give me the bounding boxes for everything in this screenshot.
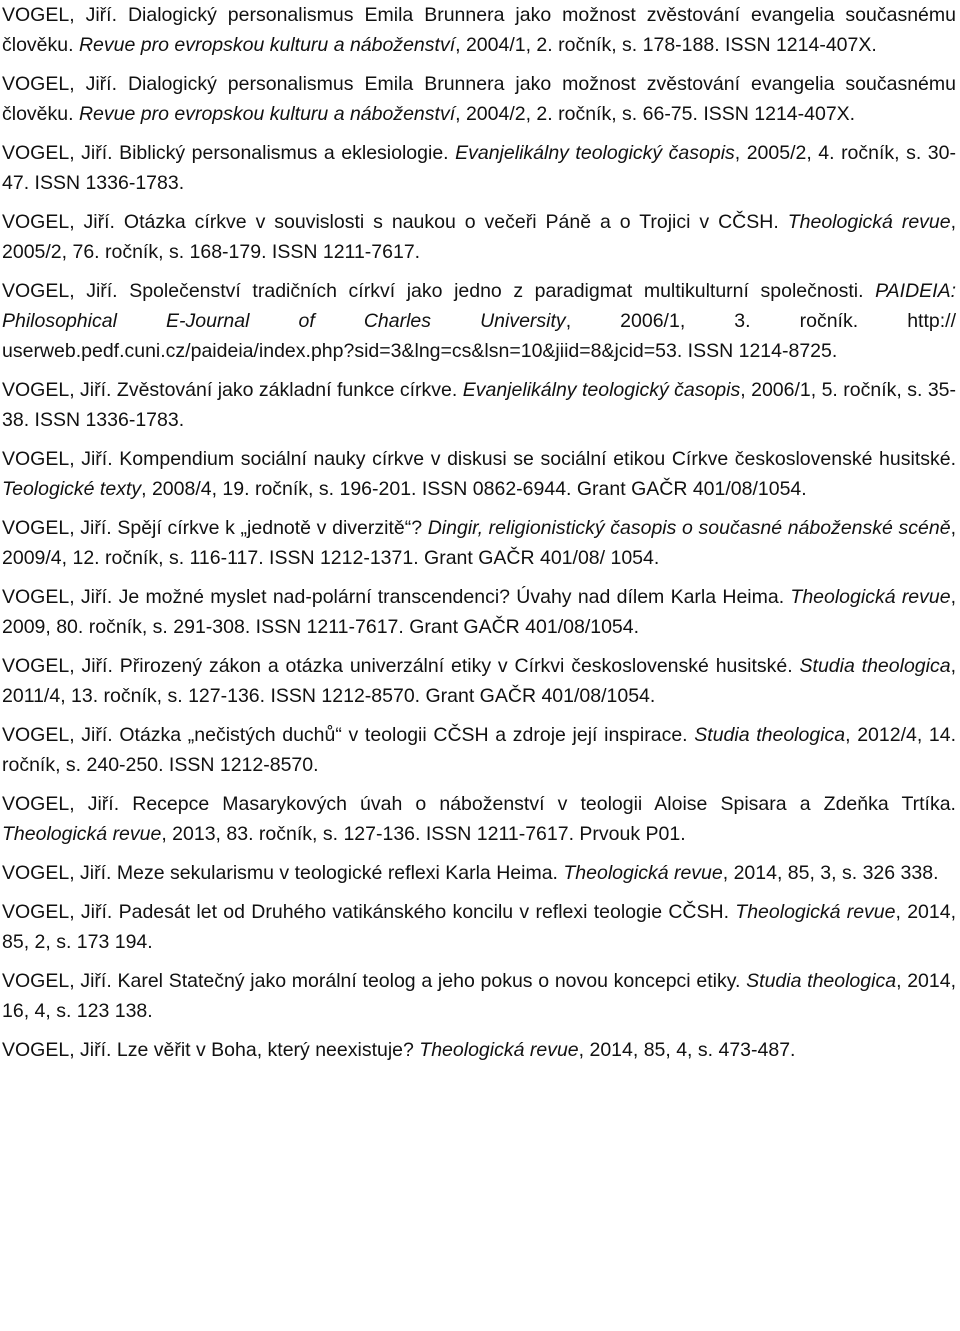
entry-source: Evanjelikálny teologický časopis	[455, 142, 735, 164]
entry-details: , 2014, 85, 2, s. 173 194.	[2, 901, 956, 953]
entry-author: VOGEL, Jiří.	[2, 901, 113, 923]
entry-author: VOGEL, Jiří.	[2, 379, 112, 401]
entry-source: Theologická revue	[790, 586, 951, 608]
entry-author: VOGEL, Jiří.	[2, 211, 115, 233]
entry-title: Zvěstování jako základní funkce církve.	[116, 379, 458, 401]
entry-author: VOGEL, Jiří.	[2, 517, 112, 539]
entry-author: VOGEL, Jiří.	[2, 793, 120, 815]
bibliography-entry	[2, 897, 956, 957]
bibliography-entry	[2, 69, 956, 129]
bibliography-entry	[2, 444, 956, 504]
entry-details: , 2011/4, 13. ročník, s. 127-136. ISSN 1212-8570. Grant GAČR 401/08/1054.	[2, 655, 956, 707]
entry-source: PAIDEIA: Philosophical E-Journal of Charles University	[2, 280, 957, 332]
entry-title: Spějí církve k „jednotě v diverzitě“?	[117, 517, 423, 539]
entry-source: Studia theologica	[694, 724, 846, 746]
bibliography-entry	[2, 207, 956, 267]
entry-author: VOGEL, Jiří.	[2, 655, 113, 677]
entry-title: Kompendium sociální nauky církve v diskusi se sociální etikou Církve československé husitské.	[119, 448, 956, 470]
bibliography-entry	[2, 375, 956, 435]
entry-details: , 2006/1, 3. ročník. http:// userweb.pedf.cuni.cz/paideia/index.php?sid=3&lng=cs&lsn=10&jiid=8&jcid=53. ISSN 1214-8725.	[2, 310, 956, 362]
entry-author: VOGEL, Jiří.	[2, 73, 117, 95]
entry-details: , 2008/4, 19. ročník, s. 196-201. ISSN 0862-6944. Grant GAČR 401/08/1054.	[141, 478, 807, 500]
bibliography-entry	[2, 1035, 956, 1065]
entry-author: VOGEL, Jiří.	[2, 142, 113, 164]
entry-source: Revue pro evropskou kulturu a náboženství	[78, 34, 456, 56]
bibliography-entry	[2, 582, 956, 642]
entry-title: Dialogický personalismus Emila Brunnera jako možnost zvěstování evangelia současnému člověku.	[2, 4, 956, 56]
entry-title: Recepce Masarykových úvah o náboženství v teologii Aloise Spisara a Zdeňka Trtíka.	[132, 793, 956, 815]
bibliography-entry	[2, 513, 956, 573]
entry-author: VOGEL, Jiří.	[2, 862, 112, 884]
entry-source: Evanjelikálny teologický časopis	[462, 379, 741, 401]
entry-title: Meze sekularismu v teologické reflexi Karla Heima.	[116, 862, 558, 884]
entry-title: Společenství tradičních církví jako jedno z paradigmat multikulturní společnosti.	[129, 280, 864, 302]
entry-details: , 2009/4, 12. ročník, s. 116-117. ISSN 1212-1371. Grant GAČR 401/08/ 1054.	[2, 517, 956, 569]
entry-title: Otázka církve v souvislosti s naukou o večeři Páně a o Trojici v CČSH.	[123, 211, 779, 233]
entry-title: Lze věřit v Boha, který neexistuje?	[116, 1039, 414, 1061]
entry-title: Otázka „nečistých duchů“ v teologii CČSH a zdroje její inspirace.	[119, 724, 688, 746]
entry-source: Revue pro evropskou kulturu a náboženství	[78, 103, 456, 125]
entry-title: Karel Statečný jako morální teolog a jeho pokus o novou koncepci etiky.	[117, 970, 741, 992]
bibliography-entry	[2, 720, 956, 780]
entry-title: Přirozený zákon a otázka univerzální etiky v Církvi československé husitské.	[119, 655, 793, 677]
bibliography-entry	[2, 138, 956, 198]
entry-source: Studia theologica	[746, 970, 897, 992]
entry-title: Je možné myslet nad-polární transcendenci? Úvahy nad dílem Karla Heima.	[118, 586, 785, 608]
entry-source: Theologická revue	[2, 823, 162, 845]
bibliography-entry	[2, 0, 956, 60]
entry-details: , 2004/1, 2. ročník, s. 178-188. ISSN 1214-407X.	[455, 34, 877, 56]
entry-source: Theologická revue	[735, 901, 896, 923]
entry-title: Dialogický personalismus Emila Brunnera jako možnost zvěstování evangelia současnému člověku.	[2, 73, 956, 125]
entry-author: VOGEL, Jiří.	[2, 586, 113, 608]
entry-author: VOGEL, Jiří.	[2, 280, 118, 302]
entry-title: Biblický personalismus a eklesiologie.	[119, 142, 449, 164]
entry-details: , 2004/2, 2. ročník, s. 66-75. ISSN 1214-407X.	[455, 103, 856, 125]
entry-source: Teologické texty	[2, 478, 142, 500]
bibliography-entry	[2, 966, 956, 1026]
bibliography-entry	[2, 651, 956, 711]
entry-source: Studia theologica	[799, 655, 951, 677]
entry-details: , 2014, 85, 4, s. 473-487.	[578, 1039, 796, 1061]
entry-details: , 2005/2, 76. ročník, s. 168-179. ISSN 1211-7617.	[2, 211, 957, 263]
entry-author: VOGEL, Jiří.	[2, 4, 117, 26]
entry-details: , 2012/4, 14. ročník, s. 240-250. ISSN 1212-8570.	[2, 724, 957, 776]
entry-details: , 2013, 83. ročník, s. 127-136. ISSN 1211-7617. Prvouk P01.	[161, 823, 686, 845]
entry-author: VOGEL, Jiří.	[2, 970, 112, 992]
entry-source: Dingir, religionistický časopis o současné náboženské scéně	[427, 517, 951, 539]
entry-source: Theologická revue	[787, 211, 951, 233]
entry-details: , 2009, 80. ročník, s. 291-308. ISSN 1211-7617. Grant GAČR 401/08/1054.	[2, 586, 957, 638]
entry-source: Theologická revue	[419, 1039, 579, 1061]
entry-title: Padesát let od Druhého vatikánského koncilu v reflexi teologie CČSH.	[118, 901, 730, 923]
entry-author: VOGEL, Jiří.	[2, 1039, 112, 1061]
entry-details: , 2014, 16, 4, s. 123 138.	[2, 970, 956, 1022]
entry-author: VOGEL, Jiří.	[2, 448, 113, 470]
bibliography-entry	[2, 276, 956, 366]
entry-source: Theologická revue	[563, 862, 723, 884]
entry-details: , 2014, 85, 3, s. 326 338.	[722, 862, 939, 884]
bibliography-entry	[2, 858, 956, 888]
entry-author: VOGEL, Jiří.	[2, 724, 113, 746]
bibliography-entry	[2, 789, 956, 849]
entry-details: , 2006/1, 5. ročník, s. 35-38. ISSN 1336-1783.	[2, 379, 957, 431]
entry-details: , 2005/2, 4. ročník, s. 30-47. ISSN 1336-1783.	[2, 142, 956, 194]
